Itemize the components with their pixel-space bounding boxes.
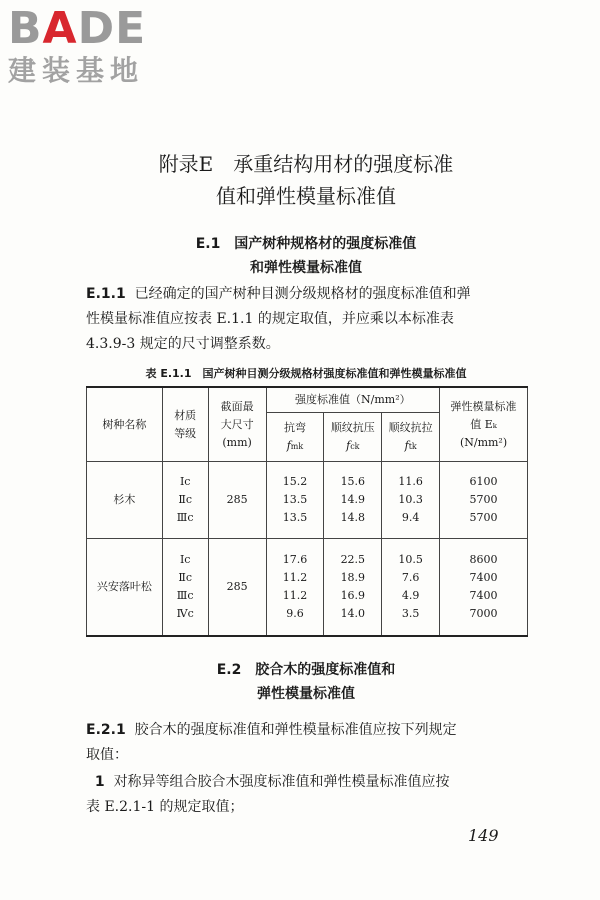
header-tension: 顺纹抗拉 ftk <box>382 413 440 462</box>
section-heading-e2: E.2 胶合木的强度标准值和 弹性模量标准值 <box>216 662 396 702</box>
table-caption: 表 E.1.1 国产树种目测分级规格材强度标准值和弹性模量标准值 <box>145 367 467 380</box>
header-modulus: 弹性模量标准 值 Eₖ (N/mm²) <box>440 387 528 462</box>
paragraph-item-1: 1 对称异等组合胶合木强度标准值和弹性模量标准值应按 表 E.2.1-1 的规定取值； <box>86 774 450 815</box>
logo-subtitle: 建装基地 <box>8 54 145 87</box>
header-strength: 强度标准值（N/mm²） <box>266 387 440 413</box>
header-compression: 顺纹抗压 fck <box>324 413 382 462</box>
site-logo <box>8 4 146 88</box>
table-row: 杉木 Ⅰc Ⅱc Ⅲc 285 15.2 13.5 13.5 15.6 14.9 14.8 11.6 10.3 9.4 6100 5700 5700 <box>87 462 528 539</box>
header-grade: 材质 等级 <box>162 387 208 462</box>
paragraph-e11: E.1.1 已经确定的国产树种目测分级规格材的强度标准值和弹 性模量标准值应按表 E.1.1 的规定取值，并应乘以本标准表 4.3.9-3 规定的尺寸调整系数。 <box>86 286 471 352</box>
header-species: 树种名称 <box>87 387 163 462</box>
table-row: 兴安落叶松 Ⅰc Ⅱc Ⅲc Ⅳc 285 17.6 11.2 11.2 9.6 22.5 18.9 16.9 14.0 10.5 7.6 4.9 3.5 8600 7400 7400 7000 <box>87 539 528 637</box>
header-bending: 抗弯 fmk <box>266 413 324 462</box>
appendix-title: 附录E 承重结构用材的强度标准 值和弹性模量标准值 <box>158 152 454 208</box>
header-size: 截面最 大尺寸 (mm) <box>208 387 266 462</box>
strength-table <box>86 386 528 637</box>
section-heading-e1: E.1 国产树种规格材的强度标准值 和弹性模量标准值 <box>195 236 417 276</box>
page-number: 149 <box>468 826 499 845</box>
logo-wordmark: BADE <box>8 3 147 54</box>
paragraph-e21: E.2.1 胶合木的强度标准值和弹性模量标准值应按下列规定 取值： <box>86 722 457 763</box>
